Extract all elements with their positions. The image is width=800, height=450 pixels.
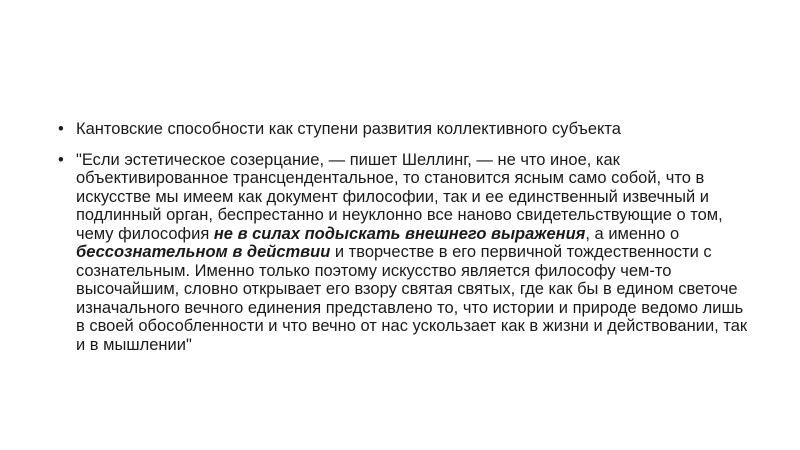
quote-text-part: и творчестве в его первичной тождественности с сознательным. Именно только поэтому искусство является философу чем-то высочайшим, словно открывает его взору святая святых, где как бы в едином светоче изначального вечного единения представлено то, что истории и природе ведомо лишь в своей обособленности и что вечно от нас ускользает как в жизни и действовании, так и в мышлении" bbox=[76, 243, 748, 354]
bullet-item-schelling-quote bbox=[58, 151, 748, 355]
quote-text-part: , а именно о bbox=[585, 224, 680, 243]
bullet-dot-icon: • bbox=[58, 150, 64, 169]
quote-emphasis: не в силах подыскать внешнего выражения bbox=[213, 224, 586, 243]
bullet-dot-icon: • bbox=[58, 120, 64, 138]
bullet-item-kant bbox=[58, 120, 748, 139]
bullet-text: Кантовские способности как ступени развития коллективного субъекта bbox=[76, 120, 621, 138]
quote-text-part: "Если эстетическое созерцание, — пишет Шеллинг, — не что иное, как объективированное трансцендентальное, то становится ясным само собой, что в искусстве мы имеем как документ философии, так и ее единственный извечный и подлинный орган, беспрестанно и неуклонно все наново свидетельствующие о том, чему философия bbox=[76, 150, 723, 243]
quote-emphasis: бессознательном в действии bbox=[76, 243, 331, 261]
bullet-list bbox=[58, 120, 748, 366]
